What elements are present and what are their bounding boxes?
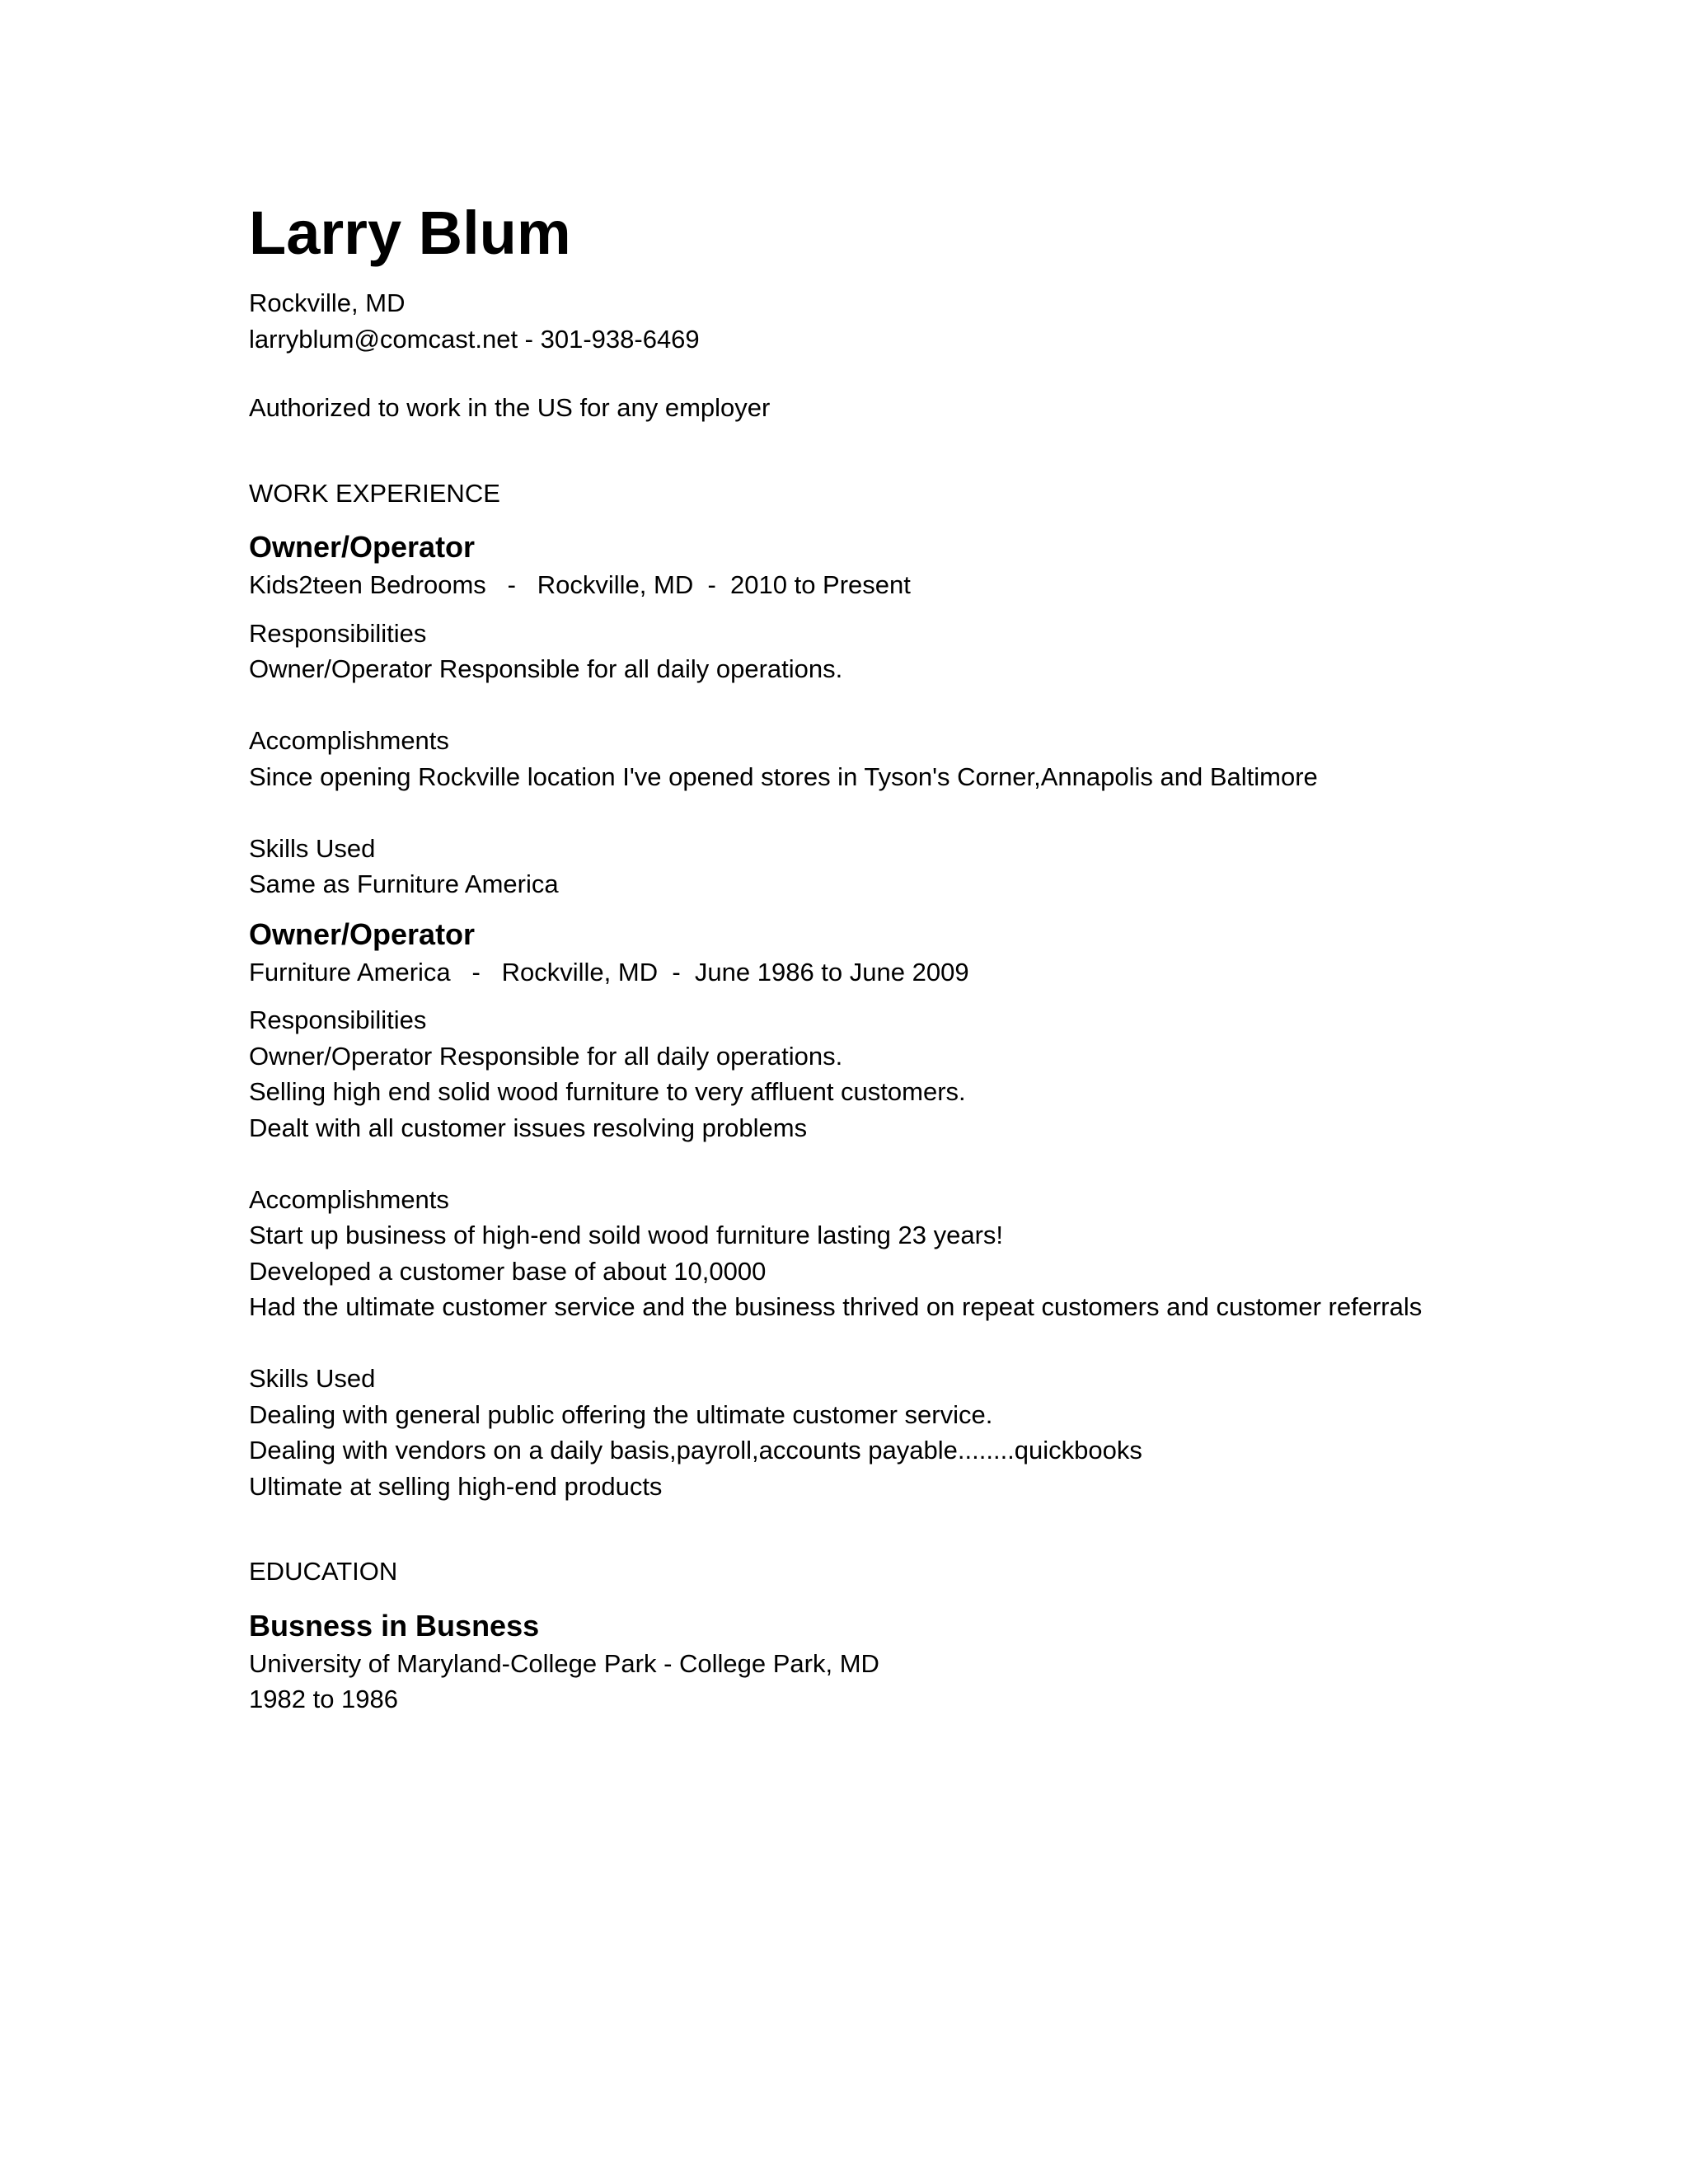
- skill-item: Dealing with general public offering the ultimate customer service.: [249, 1399, 993, 1429]
- candidate-contact: larryblum@comcast.net - 301-938-6469: [249, 324, 700, 354]
- education-years: 1982 to 1986: [249, 1685, 399, 1713]
- work-authorization: Authorized to work in the US for any employer: [249, 393, 771, 422]
- responsibility-item: Owner/Operator Responsible for all daily operations.: [249, 1041, 843, 1071]
- accomplishment-item: Developed a customer base of about 10,0000: [249, 1256, 767, 1286]
- job-meta: Kids2teen Bedrooms - Rockville, MD - 2010 to Present: [249, 570, 911, 599]
- responsibilities-label: Responsibilities: [249, 618, 427, 648]
- accomplishment-item: Start up business of high-end soild wood furniture lasting 23 years!: [249, 1221, 1004, 1249]
- skill-item: Ultimate at selling high-end products: [249, 1471, 663, 1501]
- responsibility-item: Owner/Operator Responsible for all daily operations.: [249, 654, 843, 683]
- school-name: University of Maryland-College Park - College Park, MD: [249, 1648, 879, 1678]
- job-entry: [249, 527, 1568, 902]
- skill-item: Dealing with vendors on a daily basis,payroll,accounts payable........quickbooks: [249, 1436, 1142, 1465]
- degree-title: Busness in Busness: [249, 1608, 540, 1643]
- responsibility-item: Dealt with all customer issues resolving problems: [249, 1113, 808, 1142]
- responsibility-item: Selling high end solid wood furniture to very affluent customers.: [249, 1077, 966, 1106]
- accomplishments-label: Accomplishments: [249, 726, 449, 755]
- candidate-name: Larry Blum: [249, 199, 571, 267]
- job-title: Owner/Operator: [249, 916, 476, 951]
- job-entry: [249, 915, 1568, 1505]
- accomplishment-item: Had the ultimate customer service and the business thrived on repeat customers and customer referrals: [249, 1292, 1423, 1321]
- job-meta: Furniture America - Rockville, MD - June 1986 to June 2009: [249, 957, 969, 987]
- section-title-education: EDUCATION: [249, 1557, 398, 1586]
- responsibilities-label: Responsibilities: [249, 1005, 427, 1034]
- skills-label: Skills Used: [249, 833, 376, 863]
- candidate-location: Rockville, MD: [249, 288, 406, 317]
- accomplishments-label: Accomplishments: [249, 1184, 449, 1214]
- job-title: Owner/Operator: [249, 530, 476, 564]
- resume-content: [249, 198, 1568, 1718]
- section-title-work-experience: WORK EXPERIENCE: [249, 478, 500, 508]
- skills-label: Skills Used: [249, 1364, 376, 1393]
- accomplishment-item: Since opening Rockville location I've opened stores in Tyson's Corner,Annapolis and Baltimore: [249, 762, 1318, 791]
- skill-item: Same as Furniture America: [249, 869, 559, 898]
- education-entry: [249, 1606, 1568, 1718]
